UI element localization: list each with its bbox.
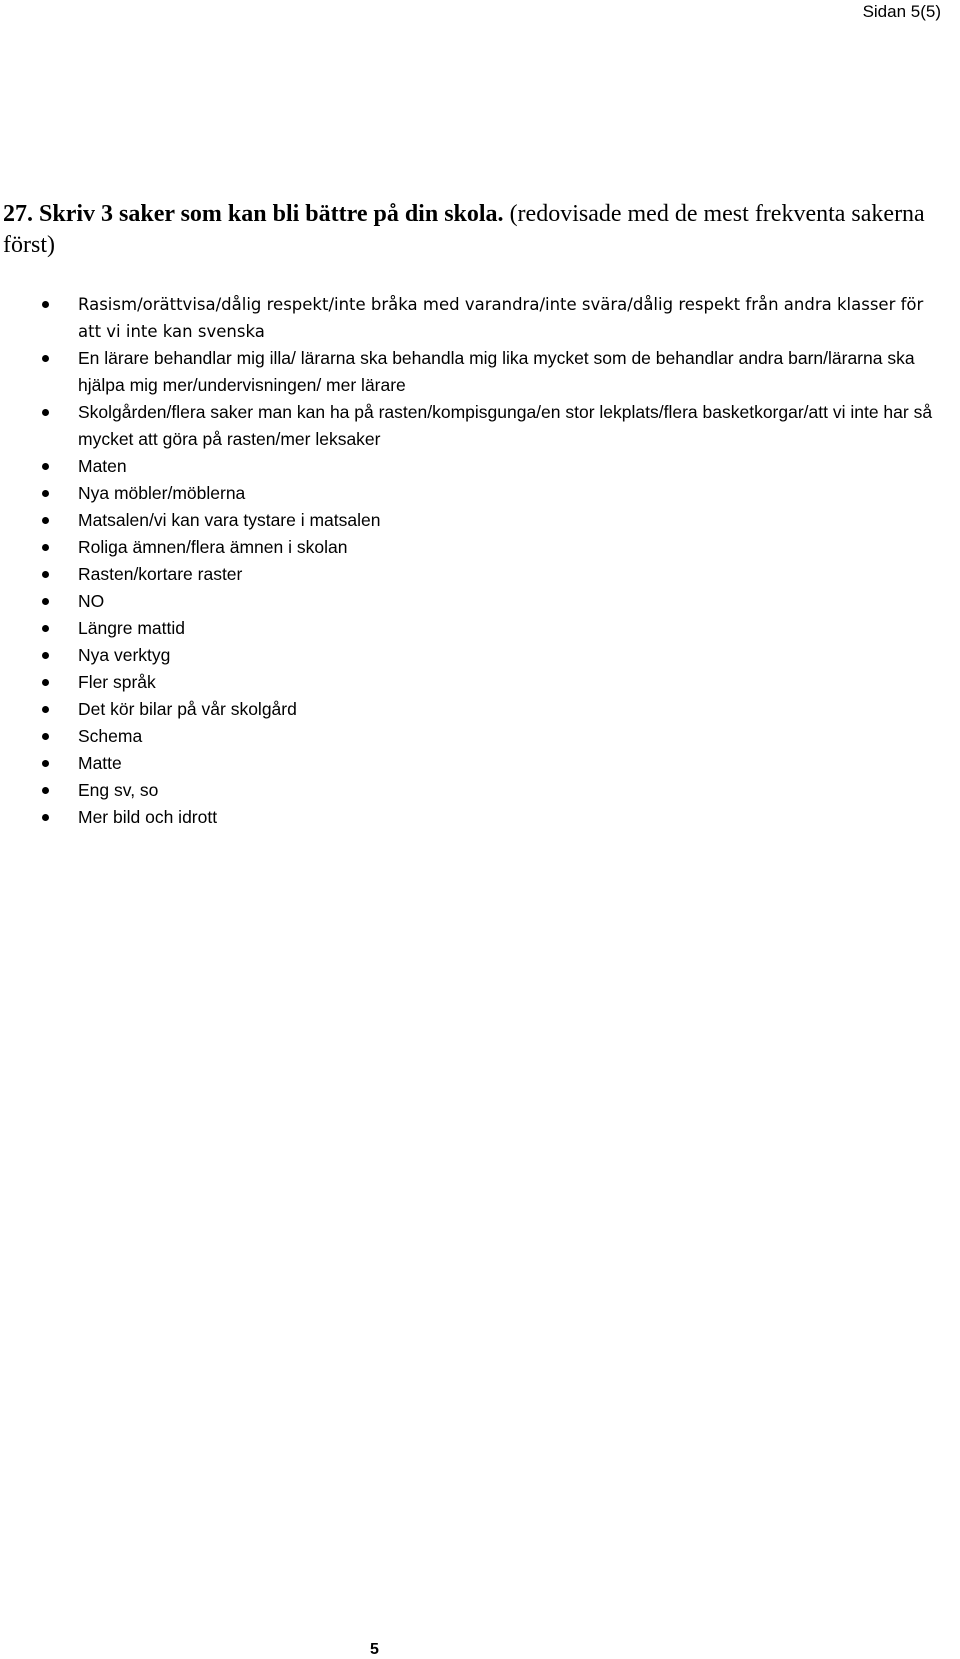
list-item: [0, 615, 940, 642]
list-item: [0, 345, 940, 399]
page-header-label: Sidan 5(5): [862, 2, 941, 21]
bullet-icon: [42, 814, 49, 821]
question-note: (redovisade med de mest frekventa sakerna först): [3, 201, 925, 258]
page-number: 5: [370, 1641, 379, 1658]
list-item: [0, 453, 940, 480]
answer-text: Det kör bilar på vår skolgård: [78, 699, 297, 719]
bullet-icon: [42, 787, 49, 794]
bullet-icon: [42, 463, 49, 470]
answer-text: Rasten/kortare raster: [78, 564, 243, 584]
answer-text: Längre mattid: [78, 618, 186, 638]
list-item: [0, 561, 940, 588]
answer-text: Rasism/orättvisa/dålig respekt/inte bråka med varandra/inte svära/dålig respekt från andra klasser för att vi inte kan svenska: [78, 295, 924, 341]
answer-text: Roliga ämnen/flera ämnen i skolan: [78, 537, 348, 557]
bullet-icon: [42, 706, 49, 713]
bullet-icon: [42, 490, 49, 497]
answer-text: Matsalen/vi kan vara tystare i matsalen: [78, 510, 381, 530]
list-item: [0, 696, 940, 723]
list-item: [0, 723, 940, 750]
list-item: [0, 291, 940, 345]
answer-text: Eng sv, so: [78, 780, 159, 800]
answer-text: Mer bild och idrott: [78, 807, 218, 827]
answer-text: Nya möbler/möblerna: [78, 483, 246, 503]
answer-text: Maten: [78, 456, 127, 476]
list-item: [0, 399, 940, 453]
list-item: [0, 642, 940, 669]
list-item: [0, 804, 940, 831]
bullet-icon: [42, 652, 49, 659]
answer-text: Skolgården/flera saker man kan ha på rasten/kompisgunga/en stor lekplats/flera basketkorgar/att vi inte har så mycket att göra på rasten/mer leksaker: [78, 402, 933, 449]
bullet-icon: [42, 544, 49, 551]
bullet-icon: [42, 517, 49, 524]
list-item: [0, 480, 940, 507]
question-heading: [3, 199, 933, 261]
bullet-icon: [42, 733, 49, 740]
answer-text: Schema: [78, 726, 143, 746]
list-item: [0, 669, 940, 696]
bullet-icon: [42, 409, 49, 416]
list-item: [0, 777, 940, 804]
bullet-icon: [42, 625, 49, 632]
answer-text: NO: [78, 591, 105, 611]
answer-text: Nya verktyg: [78, 645, 171, 665]
list-item: [0, 588, 940, 615]
answer-text: En lärare behandlar mig illa/ lärarna ska behandla mig lika mycket som de behandlar andra barn/lärarna ska hjälpa mig mer/undervisningen/ mer lärare: [78, 348, 915, 395]
bullet-icon: [42, 355, 49, 362]
list-item: [0, 534, 940, 561]
bullet-icon: [42, 571, 49, 578]
list-item: [0, 507, 940, 534]
bullet-icon: [42, 760, 49, 767]
bullet-icon: [42, 301, 49, 308]
answer-text: Fler språk: [78, 672, 156, 692]
question-title: 27. Skriv 3 saker som kan bli bättre på din skola.: [3, 201, 504, 227]
answer-list: [0, 291, 940, 831]
list-item: [0, 750, 940, 777]
bullet-icon: [42, 679, 49, 686]
answer-text: Matte: [78, 753, 122, 773]
bullet-icon: [42, 598, 49, 605]
